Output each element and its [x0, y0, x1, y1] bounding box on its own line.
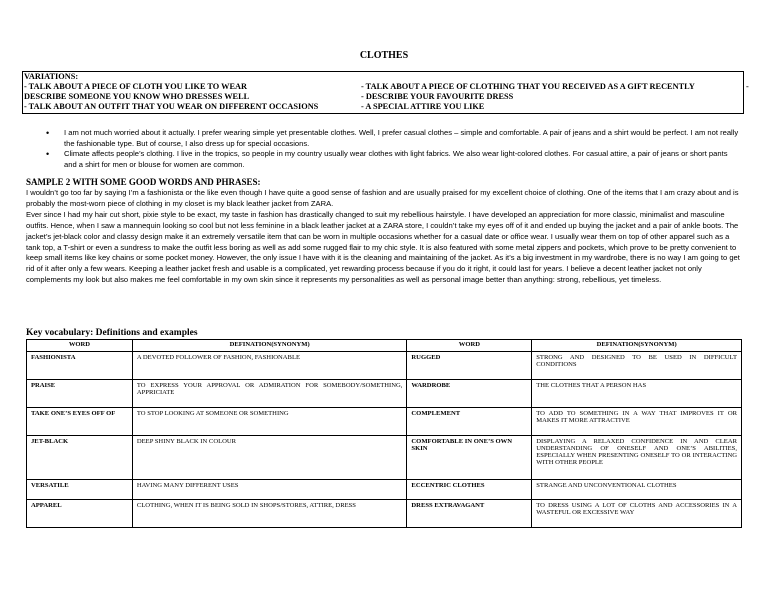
column-header: WORD	[27, 340, 133, 352]
variations-box	[22, 71, 749, 114]
vocab-definition: STRANGE AND UNCONVENTIONAL CLOTHES	[532, 480, 742, 500]
vocab-definition: A DEVOTED FOLLOWER OF FASHION, FASHIONABLE	[132, 352, 407, 380]
vocab-word: JET-BLACK	[27, 436, 133, 480]
variation-item: DESCRIBE SOMEONE YOU KNOW WHO DRESSES WELL	[24, 92, 250, 101]
table-header-row	[27, 340, 742, 352]
vocabulary-heading: Key vocabulary: Definitions and examples	[26, 328, 198, 338]
vocab-definition: TO STOP LOOKING AT SOMEONE OR SOMETHING	[132, 408, 407, 436]
table-row	[27, 500, 742, 528]
vocab-definition: DISPLAYING A RELAXED CONFIDENCE IN AND CLEAR UNDERSTANDING OF ONESELF AND ONE’S ABILITIES, ESPECIALLY WHEN PRESENTING ONESELF TO OR INTERACTING WITH OTHER PEOPLE	[532, 436, 742, 480]
variation-dash: -	[746, 82, 749, 91]
column-header: DEFINATION(SYNONYM)	[532, 340, 742, 352]
sample-body	[26, 188, 742, 286]
vocab-definition: HAVING MANY DIFFERENT USES	[132, 480, 407, 500]
vocab-definition: TO ADD TO SOMETHING IN A WAY THAT IMPROVES IT OR MAKES IT MORE ATTRACTIVE	[532, 408, 742, 436]
vocab-definition: TO DRESS USING A LOT OF CLOTHS AND ACCESSORIES IN A WASTEFUL OR EXCESSIVE WAY	[532, 500, 742, 528]
vocab-word: TAKE ONE’S EYES OFF OF	[27, 408, 133, 436]
table-row	[27, 352, 742, 380]
vocab-word: DRESS EXTRAVAGANT	[407, 500, 532, 528]
vocab-word: WARDROBE	[407, 380, 532, 408]
column-header: WORD	[407, 340, 532, 352]
bullet-item: • Climate affects people’s clothing. I live in the tropics, so people in my country usually wear clothes with light fabrics. We also wear light-colored clothes. For casual attire, a pair of jeans or short pants and a shirt for men or blouse for women are common.	[0, 149, 739, 170]
vocab-definition: CLOTHING, WHEN IT IS BEING SOLD IN SHOPS/STORES, ATTIRE, DRESS	[132, 500, 407, 528]
vocab-word: FASHIONISTA	[27, 352, 133, 380]
table-row	[27, 380, 742, 408]
vocab-definition: THE CLOTHES THAT A PERSON HAS	[532, 380, 742, 408]
vocab-word: RUGGED	[407, 352, 532, 380]
answer-bullet-list	[0, 128, 739, 170]
vocab-word: VERSATILE	[27, 480, 133, 500]
sample-heading: SAMPLE 2 WITH SOME GOOD WORDS AND PHRASES:	[26, 177, 261, 187]
vocabulary-table	[26, 339, 742, 528]
variations-heading: VARIATIONS:	[24, 72, 79, 81]
table-row	[27, 480, 742, 500]
vocab-word: APPAREL	[27, 500, 133, 528]
variation-item: - TALK ABOUT AN OUTFIT THAT YOU WEAR ON DIFFERENT OCCASIONS	[24, 102, 319, 111]
vocab-word: COMPLEMENT	[407, 408, 532, 436]
variation-item: - DESCRIBE YOUR FAVOURITE DRESS	[361, 92, 514, 101]
variation-item: - A SPECIAL ATTIRE YOU LIKE	[361, 102, 485, 111]
bullet-item: • I am not much worried about it actually. I prefer wearing simple yet presentable clothes. Well, I prefer casual clothes – simple and comfortable. A pair of jeans and a shirt would be perfect. I am not really the fashionable type. But of course, I also dress up for special occasions.	[0, 128, 739, 149]
vocab-word: PRAISE	[27, 380, 133, 408]
vocab-definition: STRONG AND DESIGNED TO BE USED IN DIFFICULT CONDITIONS	[532, 352, 742, 380]
table-row	[27, 436, 742, 480]
paragraph: Ever since I had my hair cut short, pixie style to be exact, my taste in fashion has drastically changed to suit my rebellious hairstyle. I have developed an appreciation for more classic, minimalist and masculine outfits. Hence, when I saw a mannequin looking so cool but not less feminine in a black leather jacket at a ZARA store, I couldn’t take my eyes off of it and ended up buying the jacket and a pair of ankle boots. The jacket’s jet-black color and classy design make it an extremely versatile item that can be worn in multiple occasions whether for a casual date or office wear. I usually wear them on top of other apparel such as a tank top, a T-shirt or even a sundress to make the outfit less boring as well as add some rugged flair to my chic style. It is also featured with some metal zippers and pockets, which prove to be pretty convenient to keep small items like key chains or some pocket money. However, the only issue I have with it is the cleaning and maintaining of the jacket. As it’s a big investment in my wardrobe, there is no way I am going to get rid of it after only a few wears. Keeping a leather jacket fresh and usable is a complicated, yet rewarding process because if you do it right, it could last for years. I believe a decent leather jacket not only complements my look but also makes me feel comfortable in my own skin since it represents my personalities as well as personal image better than anything: strong, rebellious, yet timeless.	[26, 209, 740, 285]
variation-item: - TALK ABOUT A PIECE OF CLOTH YOU LIKE TO WEAR	[24, 82, 247, 91]
variation-item: - TALK ABOUT A PIECE OF CLOTHING THAT YOU RECEIVED AS A GIFT RECENTLY	[361, 82, 695, 91]
page-title: CLOTHES	[359, 50, 409, 61]
table-row	[27, 408, 742, 436]
vocab-word: ECCENTRIC CLOTHES	[407, 480, 532, 500]
paragraph: I wouldn’t go too far by saying I’m a fashionista or the like even though I have quite a good sense of fashion and are usually praised for my excellent choice of clothing. One of the items that I am crazy about and is probably the most-worn piece of clothing in my closet is my black leather jacket from ZARA.	[26, 188, 739, 208]
column-header: DEFINATION(SYNONYM)	[132, 340, 407, 352]
vocab-definition: TO EXPRESS YOUR APPROVAL OR ADMIRATION FOR SOMEBODY/SOMETHING, APPRICIATE	[132, 380, 407, 408]
vocab-word: COMFORTABLE IN ONE’S OWN SKIN	[407, 436, 532, 480]
vocab-definition: DEEP SHINY BLACK IN COLOUR	[132, 436, 407, 480]
